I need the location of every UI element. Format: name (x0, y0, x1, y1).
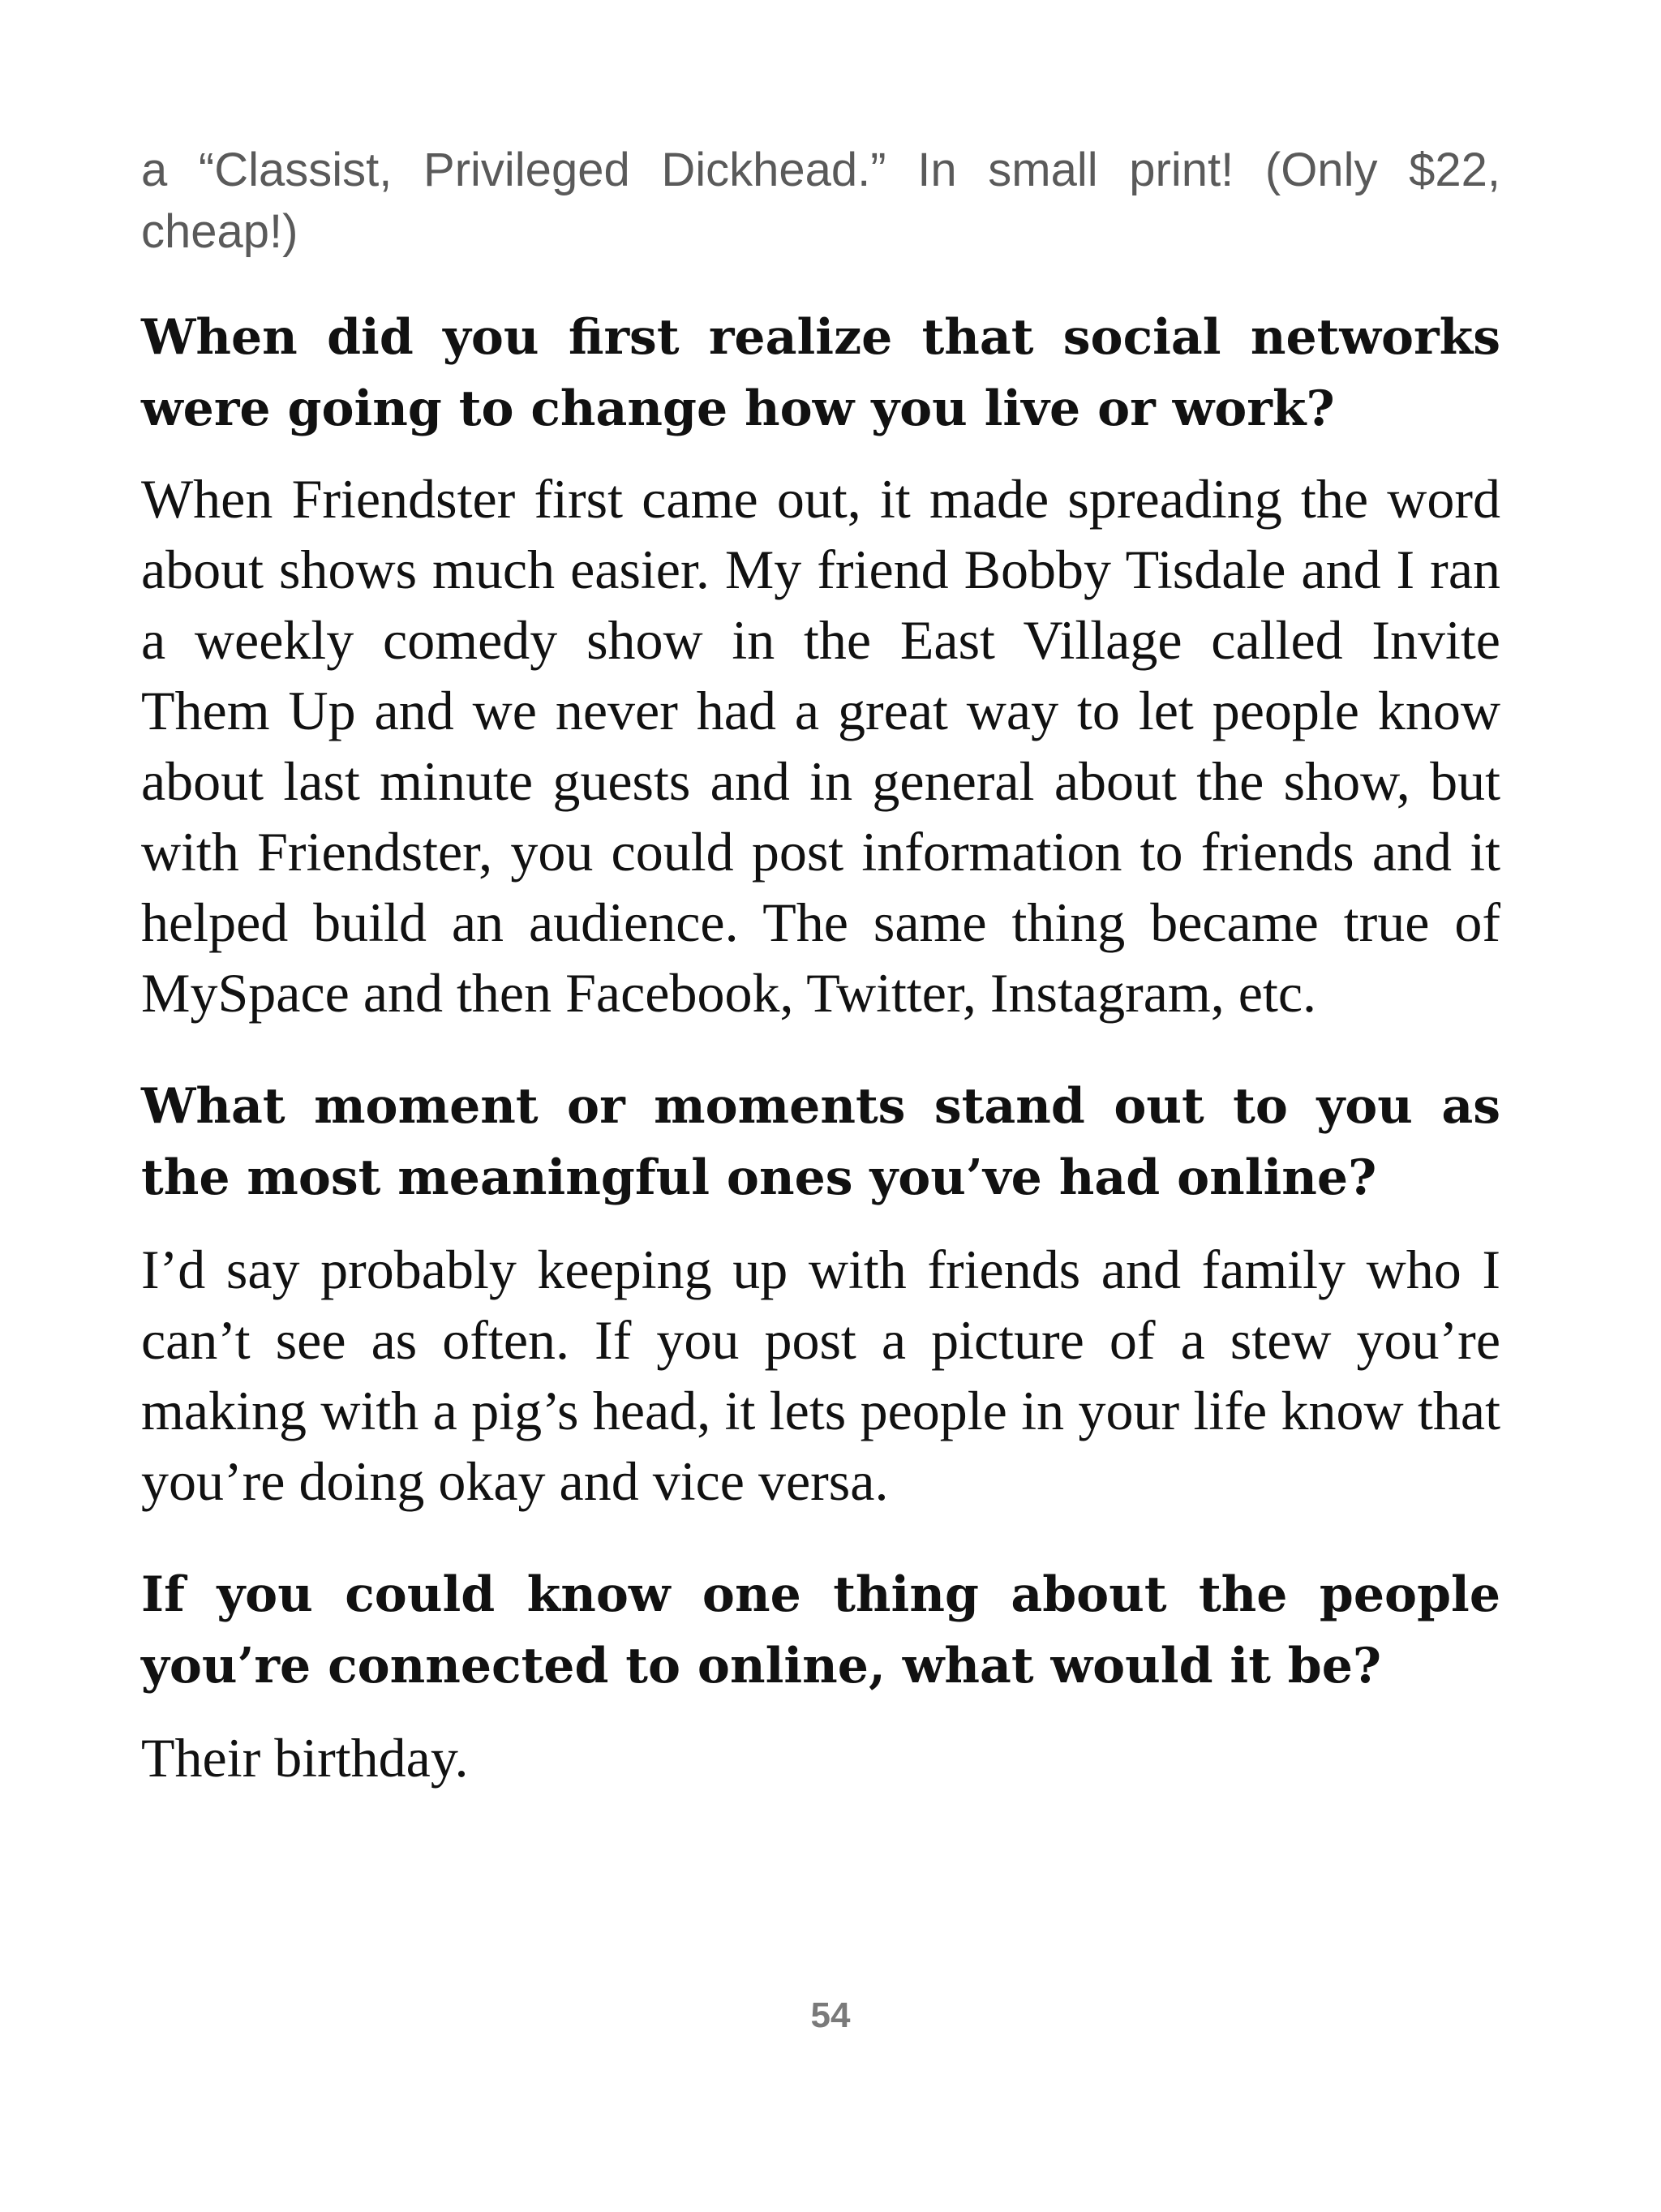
answer-3: Their birthday. (141, 1727, 469, 1789)
question-1: When did you first realize that social networks were going to change how you live or work? (141, 309, 1500, 437)
answer-2: I’d say probably keeping up with friends and family who I can’t see as often. If you post a picture of a stew you’re making with a pig’s head, it lets people in your life know that you’re doing okay and vice versa. (141, 1239, 1500, 1512)
intro-paragraph: a “Classist, Privileged Dickhead.” In small print! (Only $22, cheap!) (141, 144, 1500, 258)
question-3: If you could know one thing about the people you’re connected to online, what would it be? (141, 1566, 1500, 1694)
page-content (141, 140, 1500, 1793)
answer-1: When Friendster first came out, it made spreading the word about shows much easier. My friend Bobby Tisdale and I ran a weekly comedy show in the East Village called Invite Them Up and we never had a great way to let people know about last minute guests and in general about the show, but with Friendster, you could post information to friends and it helped build an audience. The same thing became true of MySpace and then Facebook, Twitter, Instagram, etc. (141, 468, 1500, 1024)
question-2: What moment or moments stand out to you as the most meaningful ones you’ve had online? (141, 1078, 1500, 1206)
page-number: 54 (810, 1995, 851, 2035)
